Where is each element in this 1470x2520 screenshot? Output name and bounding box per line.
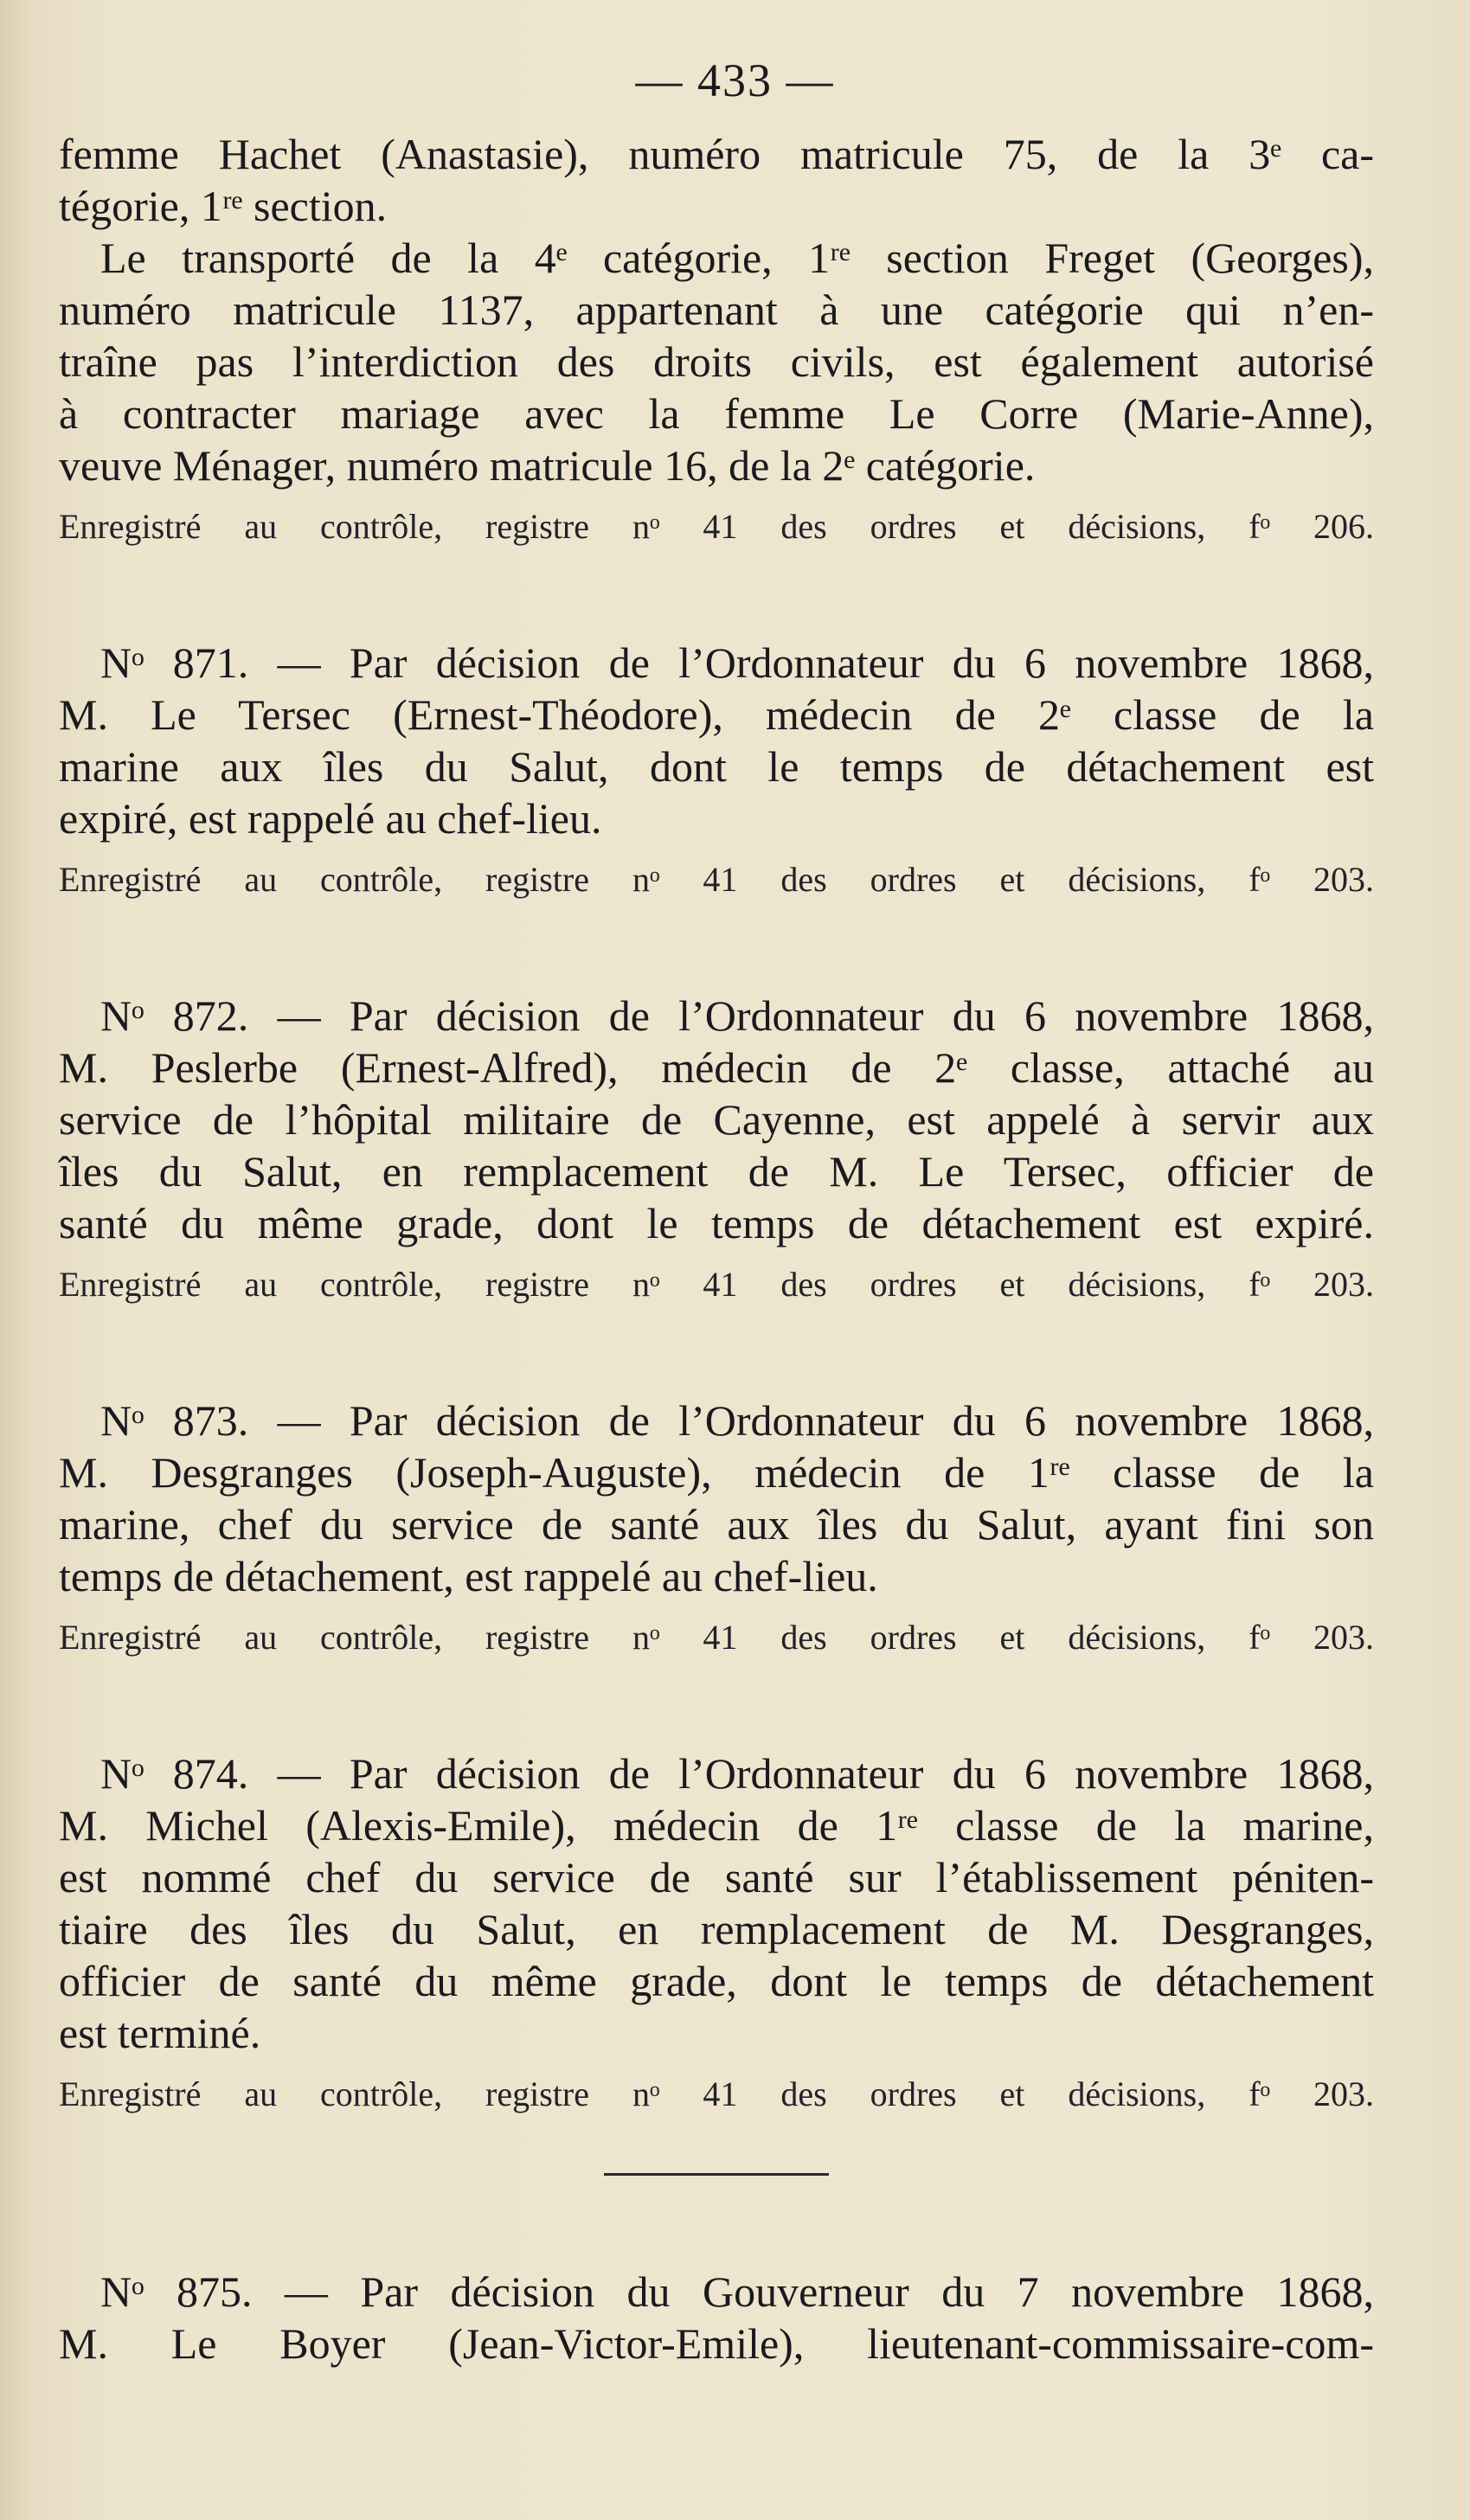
entry-heading-line: Nᵒ 875. — Par décision du Gouverneur du 7 novembre 1868, <box>100 2267 1374 2316</box>
text-line: traîne pas l’interdiction des droits civils, est également autorisé <box>59 337 1374 386</box>
text-line: service de l’hôpital militaire de Cayenne, est appelé à servir aux <box>59 1095 1374 1144</box>
entry-heading-line: Nᵒ 873. — Par décision de l’Ordonnateur du 6 novembre 1868, <box>100 1396 1374 1445</box>
text-line: M. Le Boyer (Jean-Victor-Emile), lieutenant-commissaire-com- <box>59 2319 1374 2368</box>
text-line: tégorie, 1ʳᵉ section. <box>59 182 388 230</box>
text-line: expiré, est rappelé au chef-lieu. <box>59 794 602 843</box>
entry-heading-line: Nᵒ 871. — Par décision de l’Ordonnateur du 6 novembre 1868, <box>100 638 1374 687</box>
spacer <box>59 903 1374 990</box>
registration-note: Enregistré au contrôle, registre nᵒ 41 des ordres et décisions, fᵒ 203. <box>59 2074 1374 2113</box>
registration-note: Enregistré au contrôle, registre nᵒ 41 des ordres et décisions, fᵒ 203. <box>59 860 1374 899</box>
decision-entry-874 <box>59 1747 1374 2118</box>
text-line: femme Hachet (Anastasie), numéro matricule 75, de la 3ᵉ ca- <box>59 130 1374 178</box>
decision-entry-872 <box>59 990 1374 1308</box>
text-column <box>59 128 1374 2369</box>
decision-entry-871 <box>59 637 1374 903</box>
text-line: tiaire des îles du Salut, en remplacement de M. Desgranges, <box>59 1905 1374 1953</box>
text-line: veuve Ménager, numéro matricule 16, de la 2ᵉ catégorie. <box>59 441 1036 490</box>
text-line: îles du Salut, en remplacement de M. Le Tersec, officier de <box>59 1147 1374 1196</box>
text-line: M. Desgranges (Joseph-Auguste), médecin de 1ʳᵉ classe de la <box>59 1448 1374 1497</box>
section-divider <box>604 2173 829 2176</box>
page-number: — 433 — <box>635 55 835 106</box>
spacer <box>59 1661 1374 1747</box>
entry-heading-line: Nᵒ 872. — Par décision de l’Ordonnateur du 6 novembre 1868, <box>100 991 1374 1040</box>
text-line: est terminé. <box>59 2009 261 2057</box>
text-line: santé du même grade, dont le temps de détachement est expiré. <box>59 1199 1374 1247</box>
text-line: à contracter mariage avec la femme Le Corre (Marie-Anne), <box>59 389 1374 438</box>
entry-heading-line: Nᵒ 874. — Par décision de l’Ordonnateur du 6 novembre 1868, <box>100 1749 1374 1798</box>
spacer <box>59 550 1374 637</box>
text-line: temps de détachement, est rappelé au chef-lieu. <box>59 1552 878 1600</box>
text-line: est nommé chef du service de santé sur l’établissement péniten- <box>59 1853 1374 1901</box>
text-line: M. Le Tersec (Ernest-Théodore), médecin de 2ᵉ classe de la <box>59 690 1374 739</box>
text-line: marine, chef du service de santé aux îles du Salut, ayant fini son <box>59 1500 1374 1549</box>
text-line: officier de santé du même grade, dont le temps de détachement <box>59 1957 1374 2005</box>
text-line: numéro matricule 1137, appartenant à une catégorie qui n’en- <box>59 285 1374 334</box>
spacer <box>59 1308 1374 1395</box>
text-line: M. Peslerbe (Ernest-Alfred), médecin de 2ᵉ classe, attaché au <box>59 1043 1374 1092</box>
registration-note: Enregistré au contrôle, registre nᵒ 41 des ordres et décisions, fᵒ 206. <box>59 507 1374 546</box>
text-line: marine aux îles du Salut, dont le temps de détachement est <box>59 742 1374 791</box>
registration-note: Enregistré au contrôle, registre nᵒ 41 des ordres et décisions, fᵒ 203. <box>59 1265 1374 1304</box>
intro-paragraph <box>59 128 1374 550</box>
decision-entry-875 <box>59 2266 1374 2369</box>
text-line: Le transporté de la 4ᵉ catégorie, 1ʳᵉ section Freget (Georges), <box>100 234 1374 282</box>
decision-entry-873 <box>59 1395 1374 1661</box>
text-line: M. Michel (Alexis-Emile), médecin de 1ʳᵉ classe de la marine, <box>59 1801 1374 1850</box>
registration-note: Enregistré au contrôle, registre nᵒ 41 des ordres et décisions, fᵒ 203. <box>59 1618 1374 1657</box>
